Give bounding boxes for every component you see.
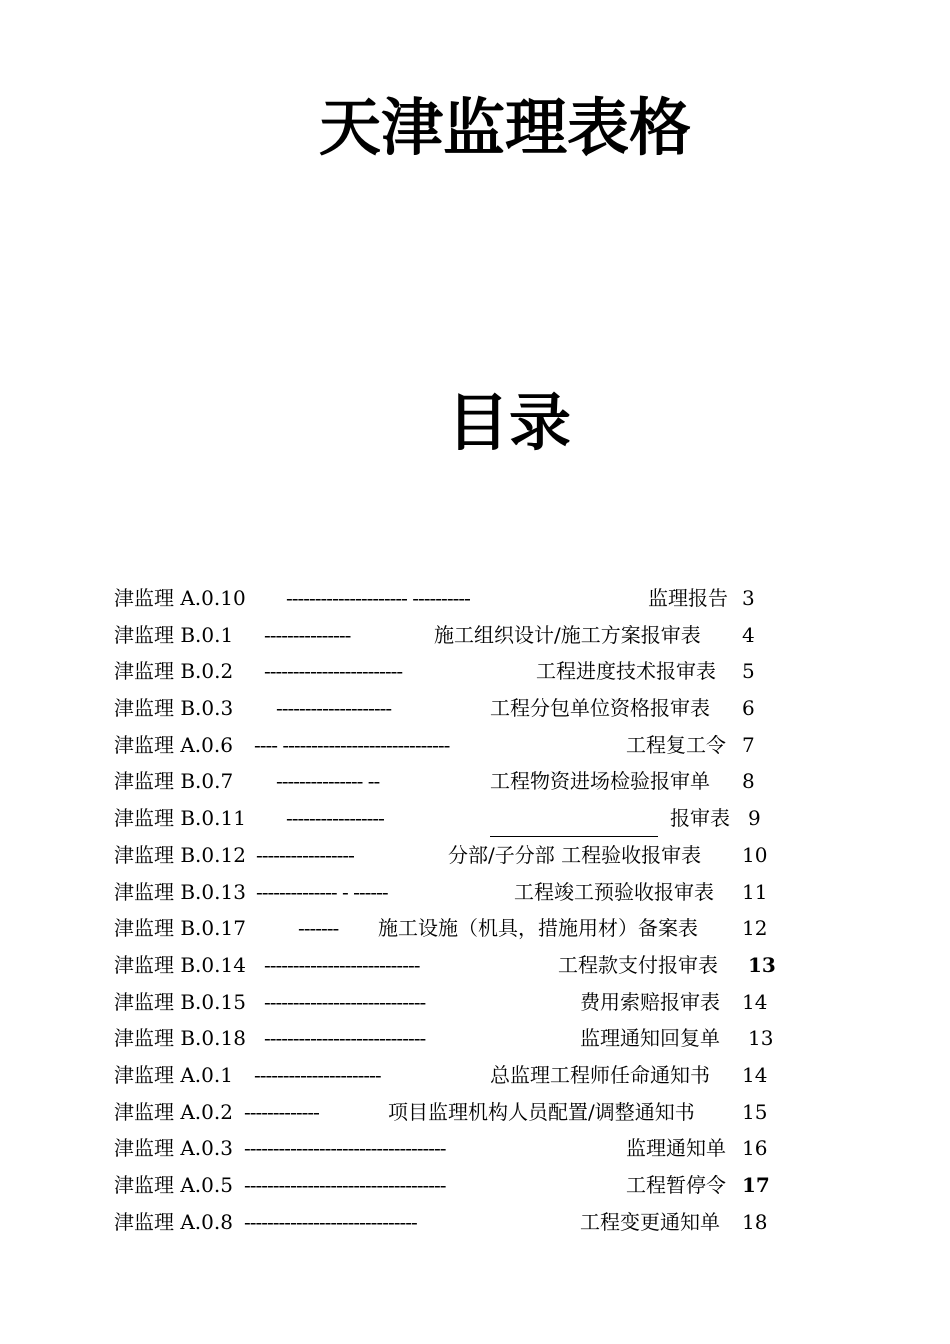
toc-entry-leader: ---- ----------------------------- (254, 732, 450, 757)
toc-entry-page: 14 (742, 989, 768, 1014)
toc-entry-name: 项目监理机构人员配置/调整通知书 (388, 1099, 695, 1124)
toc-entry-page: 16 (742, 1136, 768, 1161)
toc-entry[interactable] (114, 910, 834, 947)
toc-entry-code: 津监理 A.0.3 (114, 1136, 233, 1161)
toc-entry-name: 费用索赔报审表 (580, 989, 720, 1014)
toc-entry-leader: ----------------------------------- (244, 1136, 446, 1161)
toc-entry-name: 施工组织设计/施工方案报审表 (434, 622, 701, 647)
toc-entry-page: 10 (742, 842, 768, 867)
toc-entry-page: 17 (742, 1173, 770, 1197)
toc-entry-leader: ------------------------ (264, 659, 403, 684)
toc-entry-page: 6 (742, 696, 755, 721)
toc-entry-leader: --------------------------- (264, 952, 420, 977)
toc-entry[interactable] (114, 947, 834, 984)
toc-entry-page: 3 (742, 586, 755, 610)
toc-entry-page: 12 (742, 916, 768, 941)
toc-entry-code: 津监理 A.0.6 (114, 732, 233, 757)
toc-entry-code: 津监理 B.0.7 (114, 769, 234, 794)
toc-entry-leader: ------------------------------ (244, 1209, 417, 1234)
toc-entry-name: 监理报告 (648, 586, 728, 610)
toc-entry-leader: ---------------------------- (264, 989, 426, 1014)
toc-entry-code: 津监理 B.0.3 (114, 696, 234, 721)
toc-entry-page: 13 (748, 952, 776, 977)
toc-heading: 目录 (446, 386, 571, 459)
toc-entry-page: 14 (742, 1062, 768, 1087)
toc-entry-leader: ------- (298, 916, 339, 941)
toc-entry-leader: --------------------- ---------- (286, 586, 470, 610)
toc-entry-page: 7 (742, 732, 755, 757)
toc-entry-name: 工程变更通知单 (580, 1209, 720, 1234)
toc-entry-page: 9 (748, 806, 761, 831)
toc-entry-leader: --------------- -- (276, 769, 380, 794)
toc-entry-code: 津监理 B.0.1 (114, 622, 234, 647)
toc-entry[interactable] (114, 653, 834, 690)
toc-entry-leader: ------------- (244, 1099, 319, 1124)
toc-entry-leader: ----------------- (256, 842, 354, 867)
toc-entry-name: 工程竣工预验收报审表 (514, 879, 714, 904)
toc-entry[interactable] (114, 580, 834, 617)
table-of-contents (114, 580, 834, 1240)
document-title: 天津监理表格 (318, 91, 691, 164)
toc-entry-name: 总监理工程师任命通知书 (490, 1062, 710, 1087)
toc-entry-code: 津监理 A.0.10 (114, 586, 246, 610)
toc-entry-page: 8 (742, 769, 755, 794)
toc-entry-name: 工程款支付报审表 (558, 952, 718, 977)
toc-entry-leader: ----------------------------------- (244, 1173, 446, 1197)
toc-entry-page: 18 (742, 1209, 768, 1234)
toc-entry-page: 4 (742, 622, 755, 647)
toc-entry-code: 津监理 A.0.5 (114, 1173, 233, 1197)
toc-entry-name: 施工设施（机具，措施用材）备案表 (378, 916, 698, 941)
toc-entry-name: 监理通知回复单 (580, 1026, 720, 1051)
toc-entry-code: 津监理 A.0.2 (114, 1099, 233, 1124)
toc-entry-code: 津监理 B.0.15 (114, 989, 246, 1014)
toc-entry-name: 分部/子分部 工程验收报审表 (448, 842, 702, 867)
toc-entry[interactable] (114, 1094, 834, 1131)
toc-entry[interactable] (114, 984, 834, 1021)
toc-entry[interactable] (114, 1167, 834, 1204)
toc-entry-leader: ---------------------------- (264, 1026, 426, 1051)
toc-entry-leader: ---------------------- (254, 1062, 381, 1087)
toc-entry-code: 津监理 B.0.17 (114, 916, 246, 941)
toc-entry[interactable] (114, 763, 834, 800)
toc-entry-code: 津监理 B.0.14 (114, 952, 246, 977)
toc-entry-code: 津监理 B.0.13 (114, 879, 246, 904)
toc-entry-page: 15 (742, 1099, 768, 1124)
toc-entry-code: 津监理 B.0.2 (114, 659, 234, 684)
toc-entry-leader: -------------- - ------ (256, 879, 388, 904)
toc-entry[interactable] (114, 874, 834, 911)
toc-entry[interactable] (114, 690, 834, 727)
toc-entry-name: 工程物资进场检验报审单 (490, 769, 710, 794)
toc-entry-code: 津监理 B.0.12 (114, 842, 246, 867)
toc-entry[interactable] (114, 617, 834, 654)
toc-entry-leader: ----------------- (286, 806, 384, 831)
toc-entry[interactable] (114, 837, 834, 874)
toc-entry-name: 工程复工令 (626, 732, 726, 757)
toc-entry-page: 11 (742, 879, 768, 904)
toc-entry[interactable] (114, 1020, 834, 1057)
blank-name-line (490, 800, 658, 837)
toc-entry-leader: --------------- (264, 622, 351, 647)
toc-entry[interactable] (114, 1130, 834, 1167)
toc-entry-code: 津监理 B.0.18 (114, 1026, 246, 1051)
toc-entry-page: 5 (742, 659, 755, 684)
toc-entry-name: 工程暂停令 (626, 1173, 726, 1197)
toc-entry-name: 工程分包单位资格报审表 (490, 696, 710, 721)
toc-entry-name: 报审表 (670, 806, 730, 831)
toc-entry-name: 监理通知单 (626, 1136, 726, 1161)
toc-entry-code: 津监理 A.0.1 (114, 1062, 233, 1087)
toc-entry-page: 13 (748, 1026, 774, 1051)
toc-entry-leader: -------------------- (276, 696, 392, 721)
toc-entry-name: 工程进度技术报审表 (536, 659, 716, 684)
toc-entry-code: 津监理 B.0.11 (114, 806, 246, 831)
toc-entry[interactable] (114, 1204, 834, 1241)
toc-entry[interactable] (114, 800, 834, 837)
toc-entry[interactable] (114, 1057, 834, 1094)
toc-entry-code: 津监理 A.0.8 (114, 1209, 233, 1234)
toc-entry[interactable] (114, 727, 834, 764)
